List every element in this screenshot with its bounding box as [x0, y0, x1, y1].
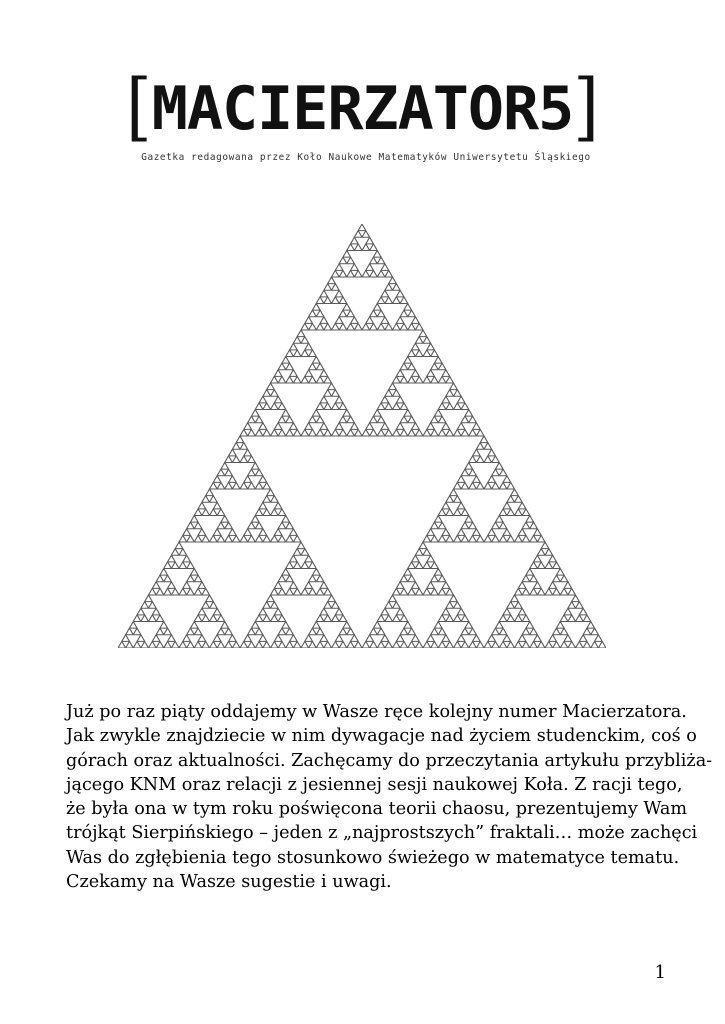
- intro-line: Jak zwykle znajdziecie w nim dywagacje nad życiem studenckim, coś o: [66, 726, 697, 747]
- intro-line: trójkąt Sierpińskiego – jeden z „najprostszych” fraktali… może zachęci: [66, 823, 698, 844]
- intro-line: jącego KNM oraz relacji z jesiennej sesji naukowej Koła. Z racji tego,: [66, 774, 683, 795]
- intro-line: że była ona w tym roku poświęcona teorii chaosu, prezentujemy Wam: [66, 799, 688, 820]
- sierpinski-triangle-shapes: [118, 224, 606, 648]
- intro-line: górach oraz aktualności. Zachęcamy do przeczytania artykułu przybliża-: [66, 750, 713, 771]
- sierpinski-triangle-icon: [118, 224, 606, 648]
- intro-line: Czekamy na Wasze sugestie i uwagi.: [66, 872, 392, 893]
- masthead-title: MACIERZATOR5: [151, 74, 574, 144]
- intro-line: Was do zgłębienia tego stosunkowo świeżego w matematyce tematu.: [66, 847, 680, 868]
- masthead: [0, 63, 725, 150]
- sierpinski-triangle-path: [118, 224, 606, 648]
- intro-line: Już po raz piąty oddajemy w Wasze ręce kolejny numer Macierzatora.: [66, 702, 687, 722]
- masthead-bracket-close: ]: [573, 63, 599, 150]
- masthead-bracket-open: [: [126, 63, 152, 150]
- masthead-subtitle: Gazetka redagowana przez Koło Naukowe Matematyków Uniwersytetu Śląskiego: [141, 152, 591, 163]
- page-number: 1: [654, 962, 666, 983]
- intro-paragraph: [66, 700, 713, 894]
